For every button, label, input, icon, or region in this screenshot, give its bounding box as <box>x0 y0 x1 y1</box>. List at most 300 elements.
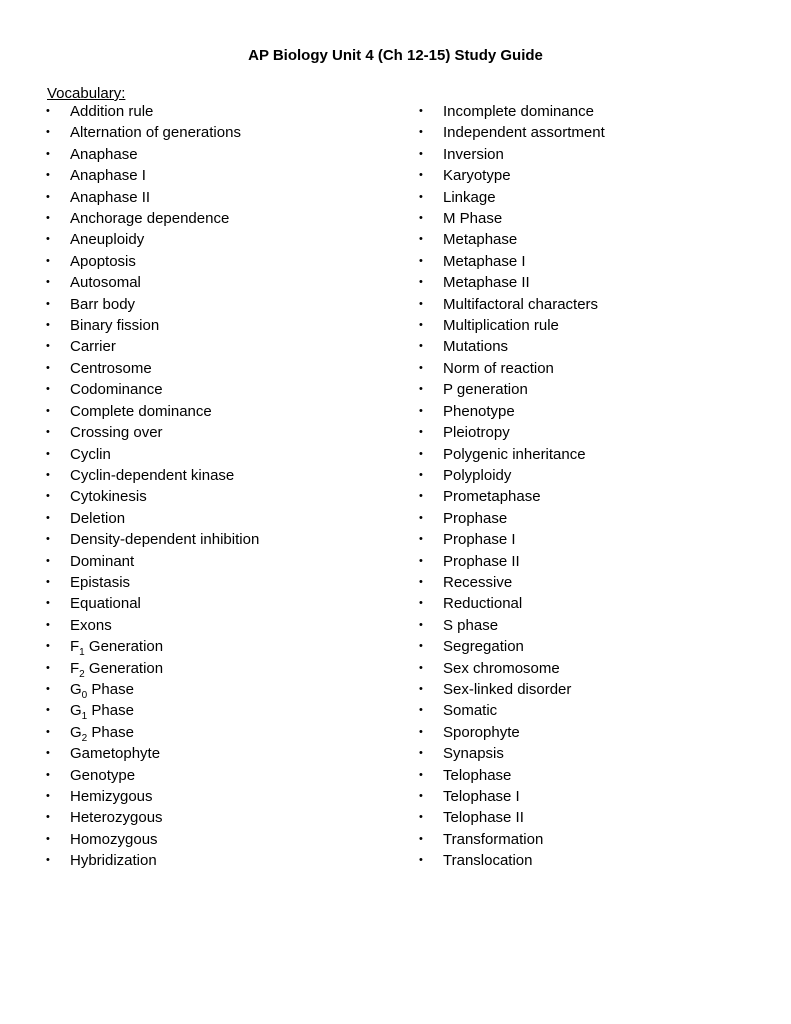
vocab-term <box>443 251 526 272</box>
term-text: Autosomal <box>70 274 141 292</box>
vocab-term <box>70 807 163 828</box>
vocab-item <box>419 187 779 208</box>
vocab-term <box>70 850 157 871</box>
term-text: Sex chromosome <box>443 659 560 677</box>
vocab-term <box>443 700 497 721</box>
term-text: Addition rule <box>70 103 154 120</box>
term-text: Reductional <box>443 595 523 613</box>
term-text: Norm of reaction <box>443 359 554 377</box>
vocab-term <box>443 315 559 336</box>
term-text: Incomplete dominance <box>443 103 594 120</box>
vocab-term <box>70 658 163 679</box>
vocab-item <box>46 358 406 379</box>
term-suffix: Generation <box>84 659 164 677</box>
vocab-item <box>46 272 406 293</box>
bullet-icon: • <box>46 661 50 674</box>
vocab-term <box>443 529 516 550</box>
term-text: Anchorage dependence <box>70 210 230 228</box>
term-text: Apoptosis <box>70 252 136 270</box>
vocab-item <box>46 229 406 250</box>
bullet-icon: • <box>46 276 50 289</box>
vocab-term <box>70 294 135 315</box>
bullet-icon: • <box>46 426 50 439</box>
vocab-term <box>70 786 153 807</box>
vocab-item <box>46 700 406 721</box>
page-title: AP Biology Unit 4 (Ch 12-15) Study Guide <box>248 47 543 64</box>
term-text: Prophase II <box>443 552 520 570</box>
term-text: Inversion <box>443 145 504 163</box>
bullet-icon: • <box>46 340 50 353</box>
vocab-term <box>443 379 528 400</box>
vocab-item <box>419 551 779 572</box>
vocab-term <box>70 229 144 250</box>
bullet-icon: • <box>419 597 423 610</box>
vocab-term <box>443 465 511 486</box>
vocab-item <box>419 829 779 850</box>
bullet-icon: • <box>46 361 50 374</box>
vocab-term <box>70 272 141 293</box>
term-text: Anaphase <box>70 145 138 163</box>
term-text: Translocation <box>443 852 533 870</box>
term-text: Pleiotropy <box>443 424 510 442</box>
bullet-icon: • <box>46 854 50 867</box>
term-text: Crossing over <box>70 424 163 442</box>
vocab-term <box>70 765 135 786</box>
vocab-item <box>46 593 406 614</box>
vocab-item <box>46 187 406 208</box>
term-text: Genotype <box>70 766 136 784</box>
vocab-term <box>443 636 524 657</box>
term-text: Mutations <box>443 338 509 356</box>
vocab-item <box>419 208 779 229</box>
vocabulary-list-left <box>46 101 406 872</box>
term-text: Independent assortment <box>443 124 605 142</box>
vocab-term <box>443 551 520 572</box>
term-text: Cytokinesis <box>70 488 147 506</box>
vocab-item <box>46 850 406 871</box>
bullet-icon: • <box>419 169 423 182</box>
bullet-icon: • <box>46 169 50 182</box>
vocab-item <box>46 786 406 807</box>
bullet-icon: • <box>46 383 50 396</box>
term-text: Multifactoral characters <box>443 295 599 313</box>
vocab-item <box>419 336 779 357</box>
vocab-term <box>443 444 586 465</box>
bullet-icon: • <box>419 468 423 481</box>
term-text: Multiplication rule <box>443 317 559 335</box>
vocab-term <box>70 187 150 208</box>
term-text: Cyclin <box>70 445 111 463</box>
bullet-icon: • <box>46 811 50 824</box>
term-text: Centrosome <box>70 359 152 377</box>
bullet-icon: • <box>419 254 423 267</box>
vocab-term <box>70 208 229 229</box>
vocab-item <box>46 615 406 636</box>
vocab-item <box>419 743 779 764</box>
bullet-icon: • <box>46 533 50 546</box>
term-text: Deletion <box>70 509 126 527</box>
bullet-icon: • <box>46 147 50 160</box>
vocab-item <box>46 422 406 443</box>
term-text: Segregation <box>443 638 524 656</box>
vocab-item <box>46 551 406 572</box>
term-subscript: 0 <box>81 689 88 701</box>
vocab-item <box>419 636 779 657</box>
term-text: F <box>70 659 80 677</box>
term-text: G <box>70 680 82 698</box>
vocab-item <box>46 807 406 828</box>
bullet-icon: • <box>419 768 423 781</box>
term-text: Prophase <box>443 509 508 527</box>
bullet-icon: • <box>419 618 423 631</box>
vocab-item <box>419 700 779 721</box>
bullet-icon: • <box>419 276 423 289</box>
term-text: Hemizygous <box>70 788 153 805</box>
vocab-item <box>46 679 406 700</box>
bullet-icon: • <box>46 618 50 631</box>
vocab-term <box>70 572 130 593</box>
vocab-term <box>443 272 530 293</box>
vocab-item <box>46 636 406 657</box>
vocab-item <box>46 315 406 336</box>
term-text: G <box>70 702 82 720</box>
vocab-term <box>70 358 152 379</box>
bullet-icon: • <box>46 468 50 481</box>
vocab-term <box>443 508 507 529</box>
vocab-item <box>419 101 779 122</box>
term-text: Exons <box>70 616 112 634</box>
bullet-icon: • <box>46 554 50 567</box>
term-text: Linkage <box>443 188 496 206</box>
vocab-item <box>46 444 406 465</box>
term-text: Anaphase I <box>70 167 146 185</box>
vocab-item <box>419 272 779 293</box>
vocab-item <box>46 572 406 593</box>
vocab-term <box>70 336 116 357</box>
vocab-item <box>46 722 406 743</box>
vocab-item <box>419 850 779 871</box>
bullet-icon: • <box>46 404 50 417</box>
bullet-icon: • <box>46 212 50 225</box>
vocab-item <box>419 593 779 614</box>
bullet-icon: • <box>419 790 423 802</box>
vocab-item <box>46 208 406 229</box>
bullet-icon: • <box>419 682 423 695</box>
term-text: Metaphase I <box>443 252 526 270</box>
term-text: Somatic <box>443 702 498 720</box>
vocab-item <box>419 401 779 422</box>
term-text: Sporophyte <box>443 723 520 741</box>
bullet-icon: • <box>419 661 423 674</box>
vocab-item <box>46 294 406 315</box>
vocab-term <box>70 444 111 465</box>
term-text: M Phase <box>443 210 503 228</box>
vocab-term <box>443 786 520 807</box>
vocab-term <box>443 122 605 143</box>
vocab-term <box>443 765 511 786</box>
vocab-item <box>419 444 779 465</box>
bullet-icon: • <box>419 832 423 845</box>
vocab-item <box>419 807 779 828</box>
term-text: Telophase I <box>443 788 520 805</box>
bullet-icon: • <box>419 490 423 503</box>
bullet-icon: • <box>419 511 423 524</box>
vocab-term <box>443 572 512 593</box>
bullet-icon: • <box>46 747 50 760</box>
term-text: Binary fission <box>70 317 160 335</box>
bullet-icon: • <box>419 319 423 332</box>
term-text: Sex-linked disorder <box>443 680 572 698</box>
vocab-item <box>46 144 406 165</box>
bullet-icon: • <box>46 725 50 738</box>
term-text: Metaphase <box>443 231 518 249</box>
bullet-icon: • <box>419 447 423 460</box>
term-text: Gametophyte <box>70 745 161 763</box>
bullet-icon: • <box>46 447 50 460</box>
bullet-icon: • <box>419 704 423 717</box>
bullet-icon: • <box>419 404 423 417</box>
bullet-icon: • <box>46 511 50 524</box>
term-text: Alternation of generations <box>70 124 241 142</box>
vocab-term <box>443 208 502 229</box>
vocab-term <box>443 486 541 507</box>
vocab-item <box>46 251 406 272</box>
bullet-icon: • <box>46 597 50 610</box>
bullet-icon: • <box>46 704 50 717</box>
term-text: Aneuploidy <box>70 231 145 249</box>
vocab-term <box>70 401 212 422</box>
vocab-term <box>70 379 163 400</box>
term-text: Heterozygous <box>70 809 163 827</box>
term-text: Carrier <box>70 338 116 356</box>
vocab-term <box>70 551 134 572</box>
vocab-term <box>443 722 520 743</box>
vocab-term <box>70 615 112 636</box>
vocab-item <box>419 251 779 272</box>
term-suffix: Phase <box>87 702 134 720</box>
bullet-icon: • <box>419 383 423 396</box>
vocab-term <box>443 229 517 250</box>
vocab-item <box>419 658 779 679</box>
vocab-item <box>419 722 779 743</box>
bullet-icon: • <box>46 490 50 503</box>
vocab-item <box>419 294 779 315</box>
bullet-icon: • <box>419 533 423 546</box>
vocab-item <box>419 165 779 186</box>
vocab-term <box>70 465 234 486</box>
bullet-icon: • <box>419 190 423 203</box>
vocab-item <box>419 615 779 636</box>
vocabulary-heading: Vocabulary: <box>47 85 126 102</box>
term-text: Hybridization <box>70 852 157 870</box>
vocab-term <box>70 679 134 700</box>
term-text: Codominance <box>70 381 163 399</box>
bullet-icon: • <box>46 105 50 117</box>
bullet-icon: • <box>419 640 423 653</box>
vocabulary-list-right <box>419 101 779 872</box>
term-text: Polyploidy <box>443 466 512 484</box>
vocab-item <box>46 529 406 550</box>
term-text: Polygenic inheritance <box>443 445 586 463</box>
bullet-icon: • <box>46 319 50 332</box>
term-text: F <box>70 638 80 656</box>
vocab-term <box>443 144 504 165</box>
term-text: S phase <box>443 616 499 634</box>
vocab-term <box>443 679 571 700</box>
bullet-icon: • <box>46 790 50 802</box>
vocab-term <box>70 122 241 143</box>
vocab-item <box>46 165 406 186</box>
term-text: Prometaphase <box>443 488 541 506</box>
term-text: Telophase <box>443 766 512 784</box>
vocab-term <box>443 593 522 614</box>
bullet-icon: • <box>419 340 423 353</box>
bullet-icon: • <box>46 640 50 653</box>
vocab-item <box>419 486 779 507</box>
vocab-term <box>70 743 160 764</box>
vocab-term <box>70 700 134 721</box>
vocab-term <box>70 593 141 614</box>
term-text: Density-dependent inhibition <box>70 531 260 549</box>
vocab-item <box>419 422 779 443</box>
bullet-icon: • <box>46 190 50 203</box>
vocab-term <box>443 807 524 828</box>
bullet-icon: • <box>419 811 423 824</box>
vocab-term <box>443 829 543 850</box>
vocab-term <box>70 422 163 443</box>
term-text: Dominant <box>70 552 135 570</box>
term-text: Equational <box>70 595 141 613</box>
term-text: Prophase I <box>443 531 516 549</box>
vocab-term <box>443 743 504 764</box>
vocab-item <box>419 765 779 786</box>
vocab-term <box>70 829 158 850</box>
vocab-term <box>70 315 159 336</box>
bullet-icon: • <box>419 747 423 760</box>
term-subscript: 1 <box>79 647 85 659</box>
vocab-item <box>46 829 406 850</box>
vocab-term <box>70 165 146 186</box>
term-suffix: Phase <box>87 680 134 698</box>
bullet-icon: • <box>419 725 423 738</box>
bullet-icon: • <box>419 361 423 374</box>
term-suffix: Phase <box>87 723 134 741</box>
term-text: Metaphase II <box>443 274 530 292</box>
vocab-item <box>419 529 779 550</box>
term-text: Telophase II <box>443 809 524 827</box>
vocab-item <box>419 379 779 400</box>
vocab-item <box>419 122 779 143</box>
bullet-icon: • <box>46 575 50 588</box>
vocab-term <box>70 508 125 529</box>
term-text: Transformation <box>443 830 544 848</box>
bullet-icon: • <box>419 105 423 117</box>
bullet-icon: • <box>419 297 423 310</box>
vocab-item <box>419 572 779 593</box>
bullet-icon: • <box>46 126 50 139</box>
term-suffix: Generation <box>84 638 164 656</box>
vocab-item <box>419 144 779 165</box>
term-text: Anaphase II <box>70 188 151 206</box>
vocab-term <box>443 101 594 122</box>
term-text: Barr body <box>70 295 136 313</box>
bullet-icon: • <box>419 233 423 246</box>
term-text: Epistasis <box>70 573 131 591</box>
vocab-term <box>443 401 515 422</box>
vocab-item <box>419 679 779 700</box>
vocab-item <box>419 358 779 379</box>
bullet-icon: • <box>46 832 50 845</box>
vocab-item <box>419 465 779 486</box>
vocab-term <box>443 165 511 186</box>
bullet-icon: • <box>419 426 423 439</box>
vocab-term <box>443 850 533 871</box>
vocab-item <box>46 122 406 143</box>
vocab-item <box>46 765 406 786</box>
bullet-icon: • <box>46 233 50 246</box>
vocab-term <box>70 529 259 550</box>
vocab-term <box>70 486 147 507</box>
bullet-icon: • <box>419 126 423 139</box>
term-subscript: 2 <box>81 732 88 744</box>
vocab-term <box>70 722 134 743</box>
vocab-term <box>443 336 508 357</box>
vocab-item <box>419 508 779 529</box>
term-text: Phenotype <box>443 402 515 420</box>
vocab-item <box>419 315 779 336</box>
vocab-term <box>70 251 136 272</box>
term-text: Synapsis <box>443 745 504 763</box>
vocab-item <box>46 465 406 486</box>
vocab-item <box>419 229 779 250</box>
vocab-term <box>443 658 560 679</box>
bullet-icon: • <box>419 147 423 160</box>
bullet-icon: • <box>46 682 50 695</box>
bullet-icon: • <box>46 297 50 310</box>
vocab-item <box>46 508 406 529</box>
term-text: Recessive <box>443 573 513 591</box>
vocab-item <box>46 486 406 507</box>
bullet-icon: • <box>419 575 423 588</box>
vocab-term <box>443 187 496 208</box>
term-text: P generation <box>443 381 528 399</box>
term-text: Karyotype <box>443 167 511 185</box>
vocab-item <box>46 336 406 357</box>
vocab-item <box>46 743 406 764</box>
vocab-term <box>443 294 598 315</box>
term-text: Complete dominance <box>70 402 212 420</box>
vocab-term <box>70 101 153 122</box>
vocab-item <box>419 786 779 807</box>
bullet-icon: • <box>419 554 423 567</box>
vocab-item <box>46 379 406 400</box>
bullet-icon: • <box>46 768 50 781</box>
vocab-term <box>70 144 138 165</box>
vocab-item <box>46 401 406 422</box>
bullet-icon: • <box>419 212 423 225</box>
bullet-icon: • <box>46 254 50 267</box>
term-text: Cyclin-dependent kinase <box>70 466 235 484</box>
vocab-term <box>443 422 510 443</box>
vocab-term <box>443 615 498 636</box>
term-text: Homozygous <box>70 830 158 848</box>
bullet-icon: • <box>419 854 423 867</box>
vocab-term <box>443 358 554 379</box>
vocab-term <box>70 636 163 657</box>
vocab-item <box>46 101 406 122</box>
term-subscript: 2 <box>79 668 85 680</box>
term-text: G <box>70 723 82 741</box>
